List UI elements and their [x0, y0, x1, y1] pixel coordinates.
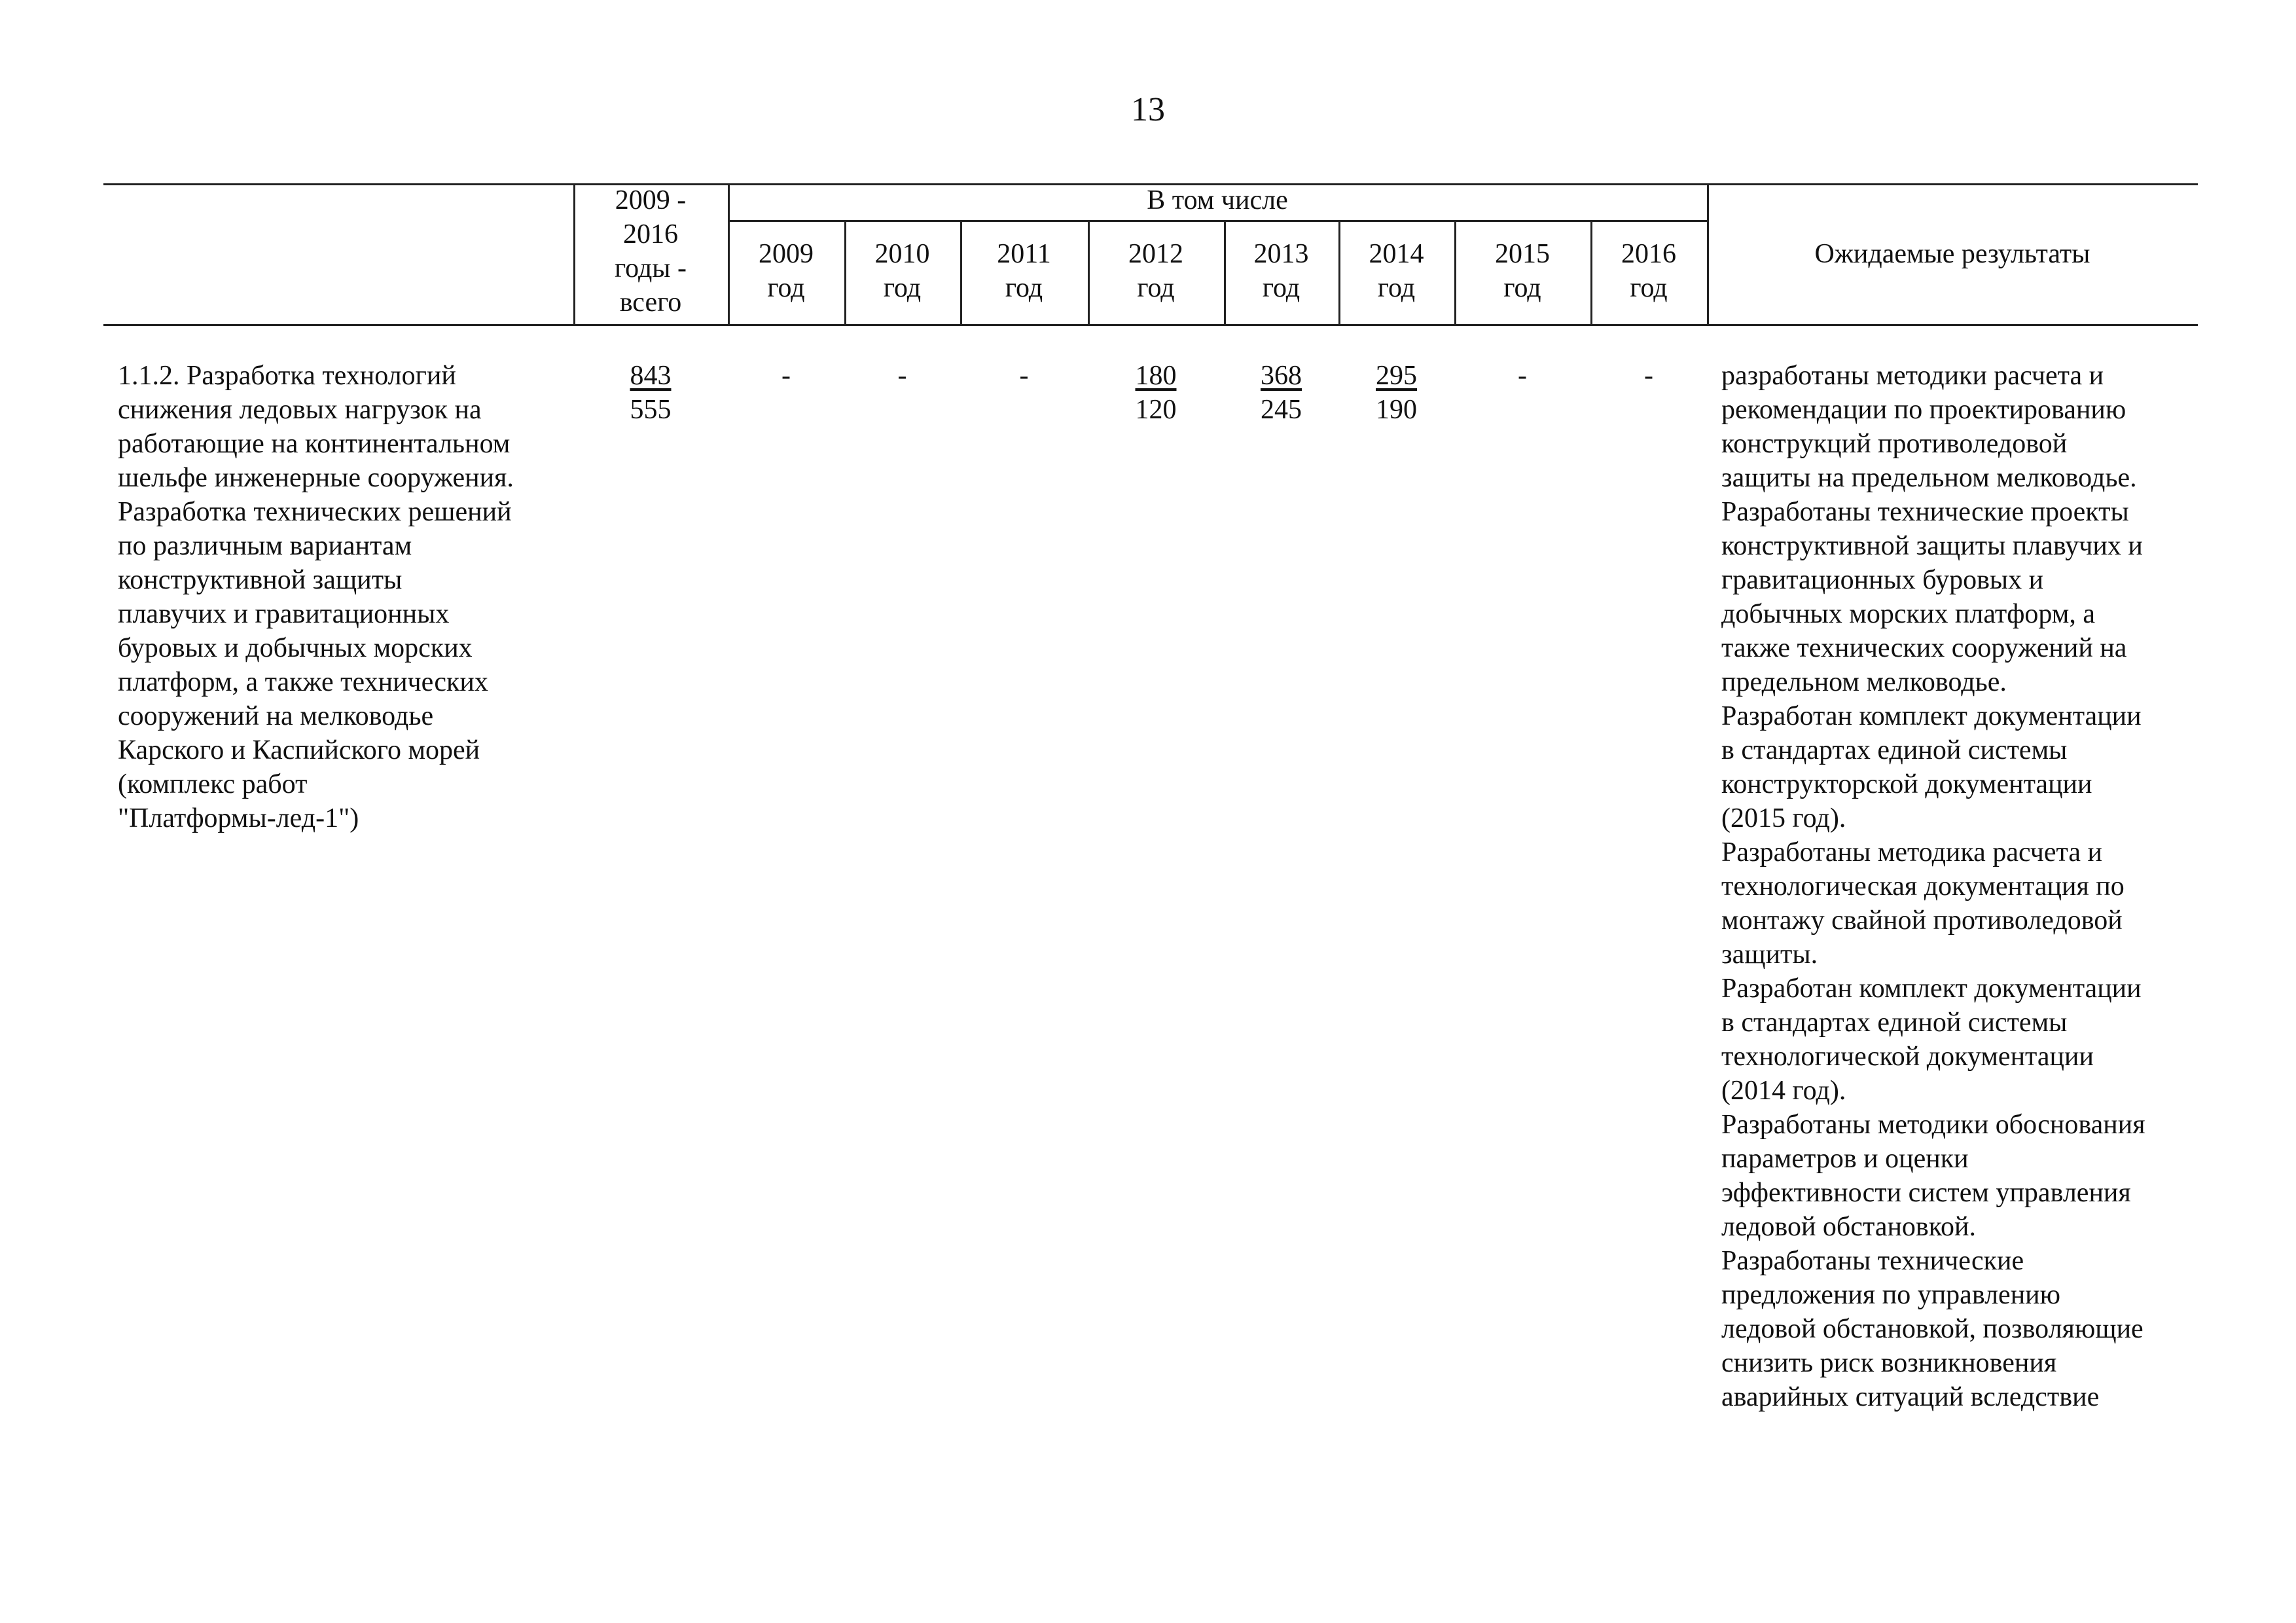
- subheader-rule: [728, 220, 1707, 222]
- row-total: [573, 359, 728, 427]
- value-2011: -: [1019, 361, 1029, 391]
- value-2014: 295 190: [1376, 361, 1417, 425]
- row-results: разработаны методики расчета и рекомендации по проектированию конструкций противоледовой защиты на предельном мелководье. Разработаны технические проекты конструктивной защиты плавучих и гравитационных буровых и добычных морских платформ, а также технических сооружений на предельном мелководье. Разработан комплект документации в стандартах единой системы конструкторской документации (2015 год). Разработаны методика расчета и технологическая документация по монтажу свайной противоледовой защиты. Разработан комплект документации в стандартах единой системы технологической документации (2014 год). Разработаны методики обоснования параметров и оценки эффективности систем управления ледовой обстановкой. Разработаны технические предложения по управлению ледовой обстановкой, позволяющие снизить риск возникновения аварийных ситуаций вследствие: [1721, 361, 2145, 1412]
- header-year-2011: 2011 год: [997, 239, 1051, 303]
- page-number: 13: [1131, 91, 1165, 128]
- header-year-2013: 2013 год: [1253, 239, 1309, 303]
- value-2013: 368 245: [1261, 361, 1302, 425]
- header-year-2015: 2015 год: [1495, 239, 1550, 303]
- value-2016: -: [1644, 361, 1653, 391]
- header-year-2016: 2016 год: [1621, 239, 1676, 303]
- header-year-2014: 2014 год: [1369, 239, 1424, 303]
- value-2012: 180 120: [1135, 361, 1177, 425]
- header-total: 2009 - 2016 годы - всего: [614, 185, 687, 318]
- row-title: 1.1.2. Разработка технологий снижения ледовых нагрузок на работающие на континентальном шельфе инженерные сооружения. Разработка технических решений по различным вариантам конструктивной защиты плавучих и гравитационных буровых и добычных морских платформ, а также технических сооружений на мелководье Карского и Каспийского морей (комплекс работ "Платформы-лед-1"): [118, 361, 514, 833]
- value-2015: -: [1518, 361, 1527, 391]
- header-year-2012: 2012 год: [1128, 239, 1183, 303]
- header-including: В том числе: [1147, 185, 1288, 215]
- header-year-2009: 2009 год: [759, 239, 814, 303]
- total-top-value: 843: [630, 361, 672, 391]
- header-year-2010: 2010 год: [874, 239, 930, 303]
- header-results: Ожидаемые результаты: [1814, 239, 2090, 269]
- header-bottom-rule: [103, 324, 2198, 326]
- value-2010: -: [897, 361, 907, 391]
- total-bottom-value: 555: [630, 395, 672, 425]
- value-2009: -: [781, 361, 791, 391]
